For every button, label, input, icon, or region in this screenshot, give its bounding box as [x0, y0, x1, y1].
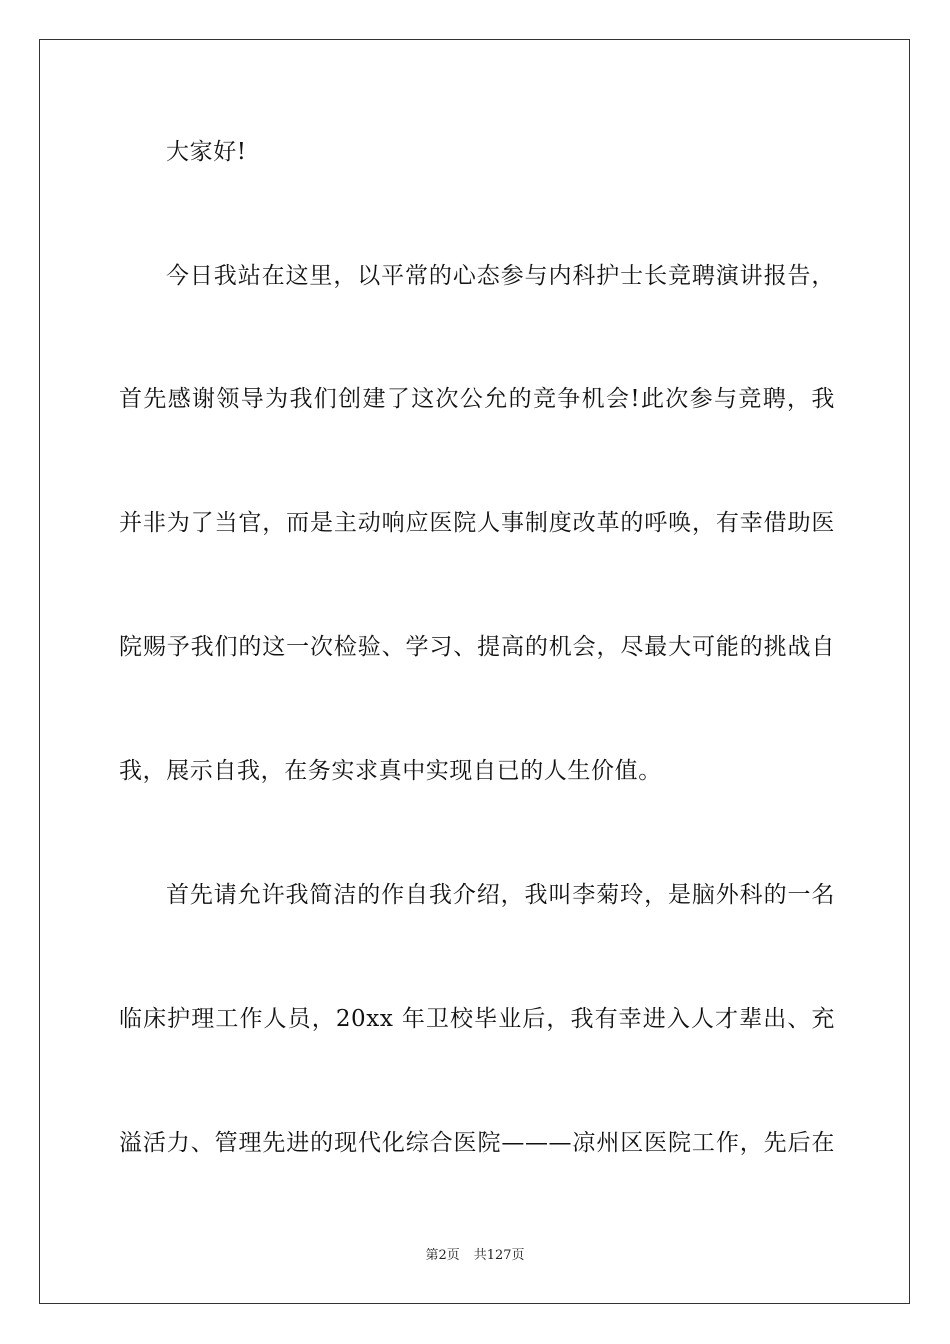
paragraph-2-line-2: 临床护理工作人员，20xx 年卫校毕业后，我有幸进入人才辈出、充 — [119, 1006, 835, 1032]
page-border — [39, 39, 910, 1304]
greeting-line: 大家好! — [166, 139, 247, 165]
paragraph-2-line-3: 溢活力、管理先进的现代化综合医院———凉州区医院工作，先后在 — [119, 1130, 835, 1156]
paragraph-1-line-2: 首先感谢领导为我们创建了这次公允的竞争机会!此次参与竞聘，我 — [119, 386, 835, 412]
page-footer — [0, 1247, 950, 1265]
paragraph-1-line-1: 今日我站在这里，以平常的心态参与内科护士长竞聘演讲报告， — [166, 263, 835, 289]
paragraph-1-line-4: 院赐予我们的这一次检验、学习、提高的机会，尽最大可能的挑战自 — [119, 634, 835, 660]
paragraph-1-line-3: 并非为了当官，而是主动响应医院人事制度改革的呼唤，有幸借助医 — [119, 510, 835, 536]
paragraph-1-line-5: 我，展示自我，在务实求真中实现自已的人生价值。 — [119, 758, 662, 784]
page-total: 共127页 — [473, 1248, 525, 1263]
page-number: 第2页 — [425, 1248, 460, 1263]
paragraph-2-line-1: 首先请允许我简洁的作自我介绍，我叫李菊玲，是脑外科的一名 — [166, 882, 835, 908]
